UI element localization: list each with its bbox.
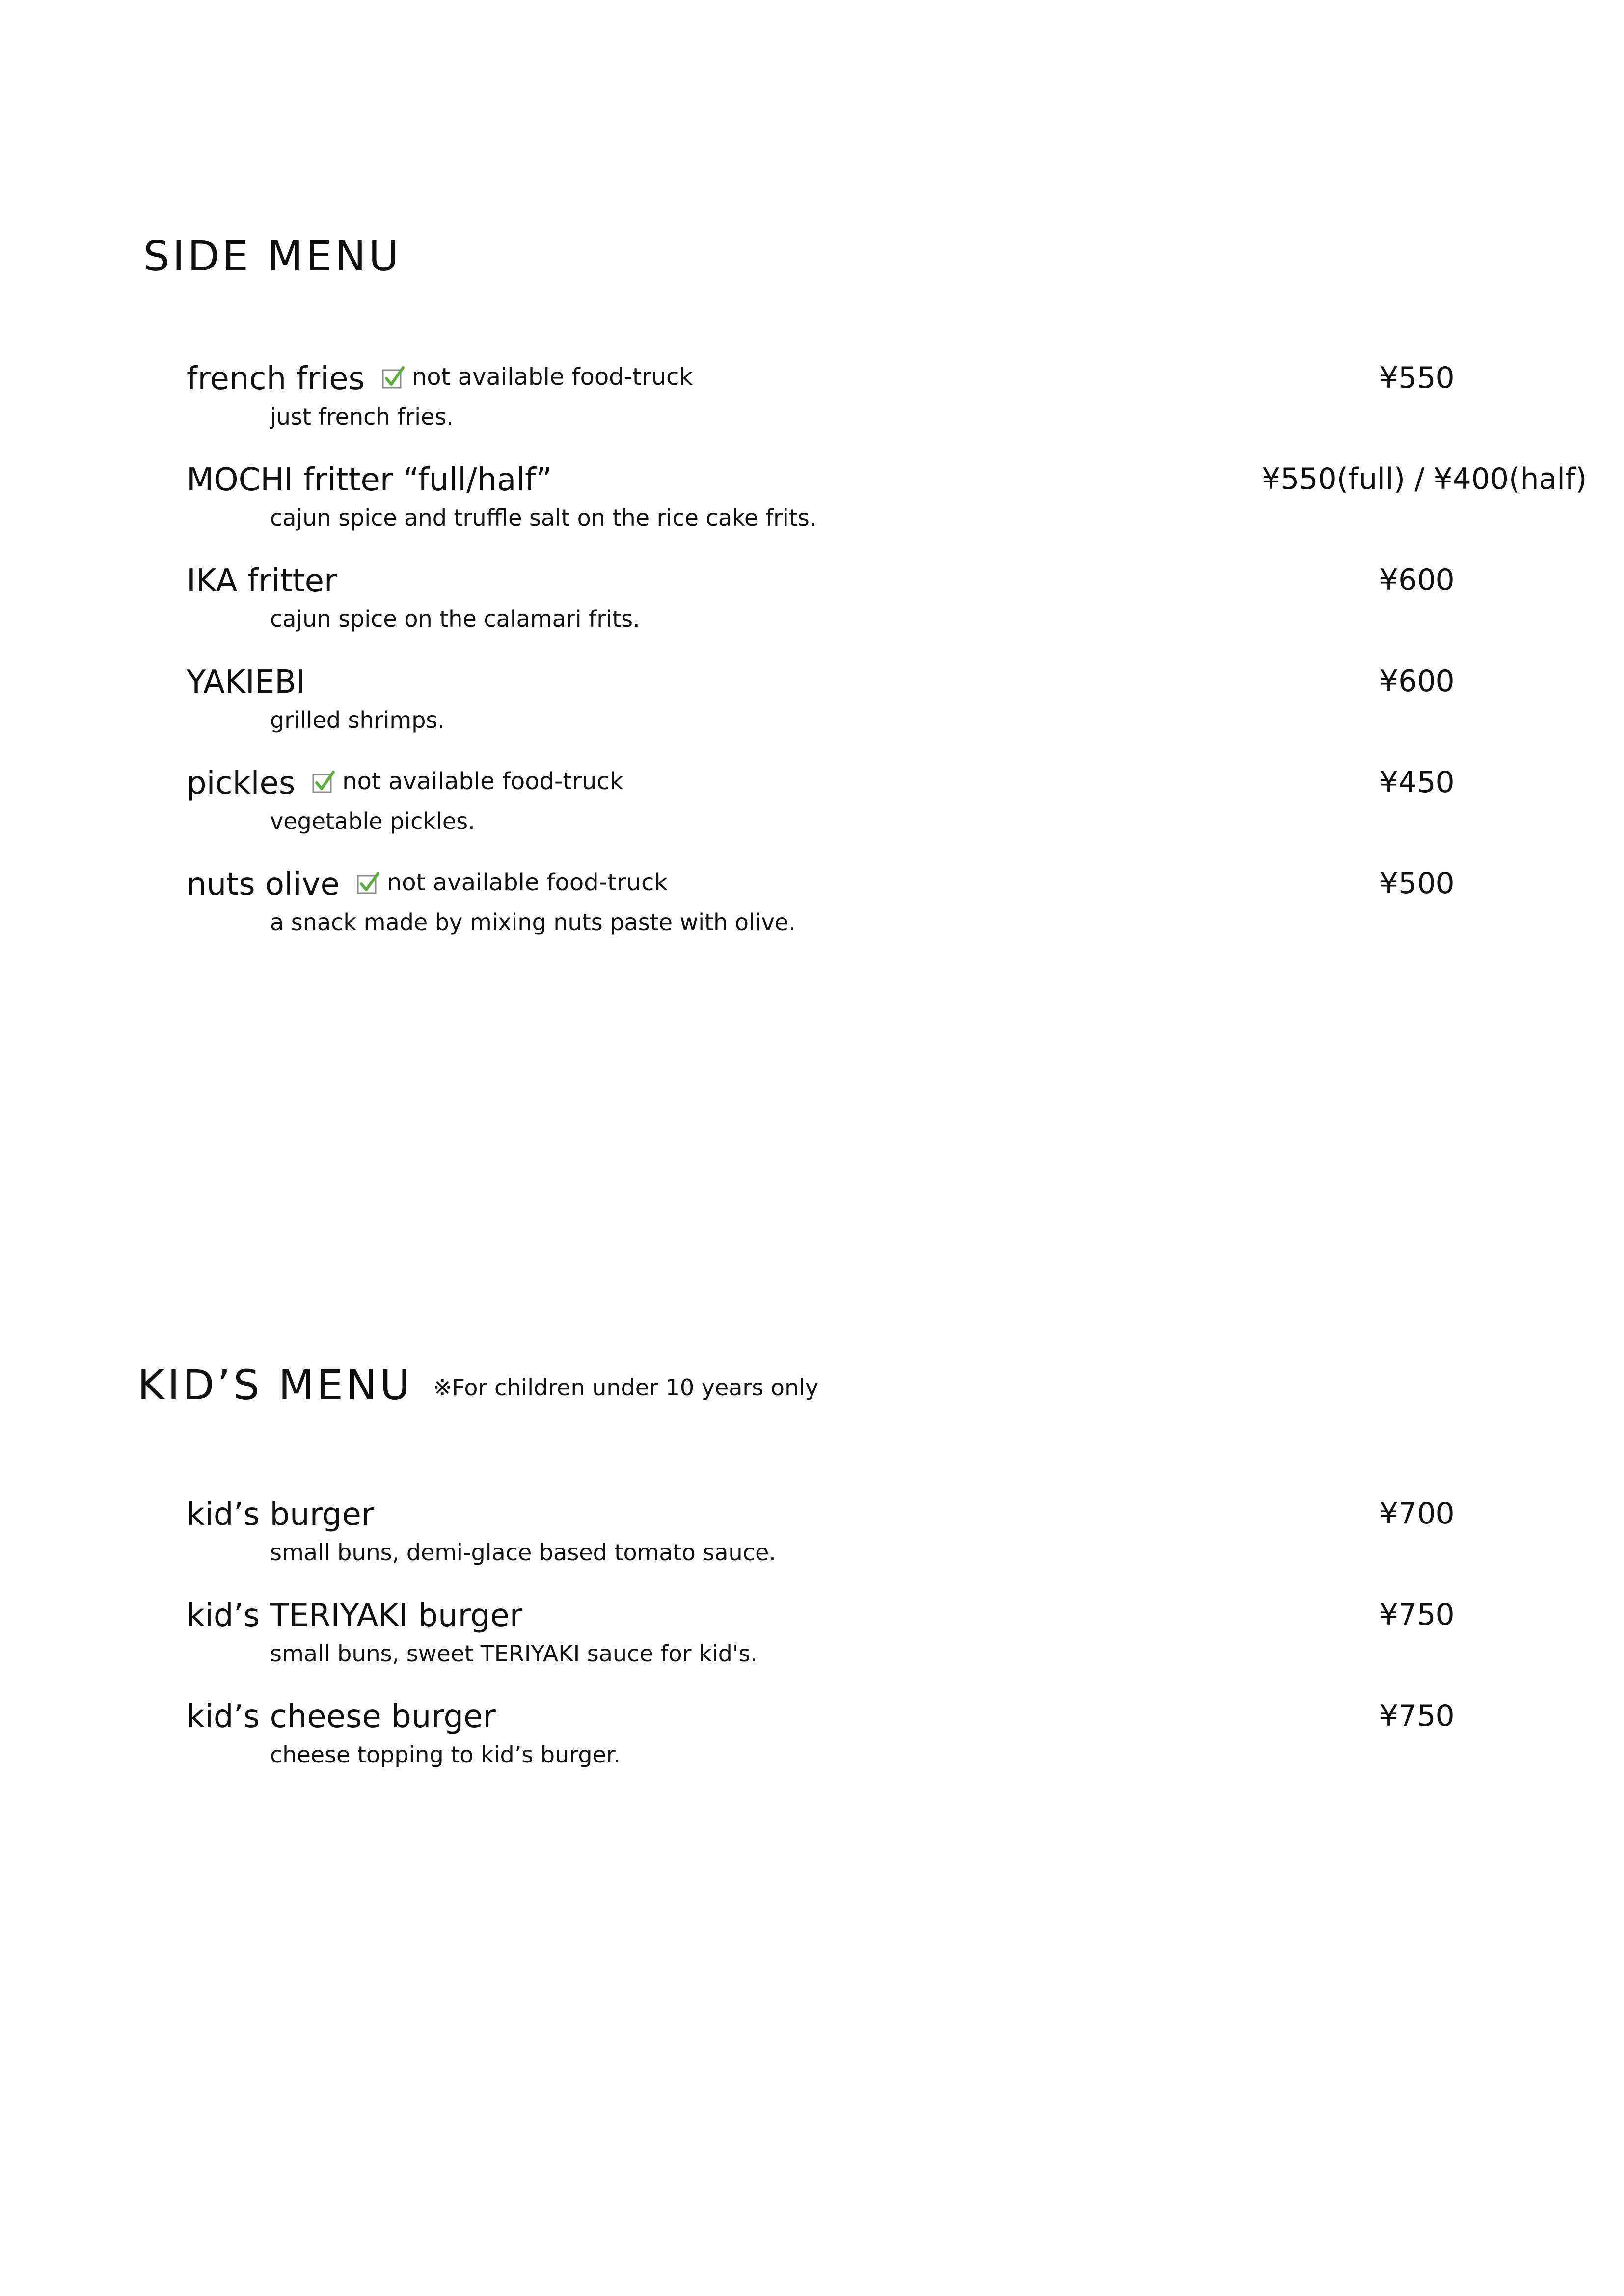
checkbox-checked-icon — [312, 770, 336, 795]
item-name: pickles — [187, 765, 296, 801]
item-description: cheese topping to kid’s burger. — [270, 1741, 621, 1768]
menu-item — [0, 1600, 1624, 1688]
menu-item — [0, 464, 1624, 553]
menu-item — [0, 866, 1624, 957]
menu-item — [0, 363, 1624, 452]
kids-menu-title: KID’S MENU — [137, 1361, 413, 1409]
item-price: ¥450 — [1380, 765, 1455, 800]
menu-item — [0, 1496, 1624, 1587]
side-menu-title: SIDE MENU — [143, 232, 402, 280]
item-price: ¥500 — [1380, 866, 1455, 901]
item-name: IKA fritter — [187, 563, 337, 599]
item-price: ¥600 — [1380, 563, 1455, 597]
availability-note — [356, 870, 668, 895]
item-price: ¥700 — [1380, 1496, 1455, 1531]
item-name: kid’s TERIYAKI burger — [187, 1598, 523, 1634]
availability-note — [381, 365, 693, 389]
item-description: cajun spice and truffle salt on the rice cake frits. — [270, 505, 817, 531]
item-name: nuts olive — [187, 866, 340, 903]
item-price: ¥550(full) / ¥400(half) — [1262, 462, 1587, 496]
item-price: ¥550 — [1380, 361, 1455, 395]
availability-note-text: not available food-truck — [411, 363, 693, 391]
item-description: vegetable pickles. — [270, 808, 475, 834]
kids-menu-age-note: ※For children under 10 years only — [433, 1374, 819, 1401]
item-description: cajun spice on the calamari frits. — [270, 606, 640, 632]
item-description: small buns, sweet TERIYAKI sauce for kid's. — [270, 1640, 758, 1667]
availability-note-text: not available food-truck — [342, 768, 623, 795]
item-price: ¥750 — [1380, 1699, 1455, 1733]
checkbox-checked-icon — [381, 366, 406, 390]
item-name: YAKIEBI — [187, 664, 305, 700]
item-price: ¥750 — [1380, 1598, 1455, 1632]
item-description: small buns, demi-glace based tomato sauce. — [270, 1539, 776, 1566]
menu-item — [0, 1701, 1624, 1789]
menu-item — [0, 664, 1624, 755]
item-description: just french fries. — [270, 403, 454, 430]
item-name: french fries — [187, 361, 365, 397]
checkbox-checked-icon — [356, 871, 381, 896]
availability-note-text: not available food-truck — [386, 869, 668, 896]
item-price: ¥600 — [1380, 664, 1455, 698]
item-description: a snack made by mixing nuts paste with olive. — [270, 909, 796, 935]
item-name: MOCHI fritter “full/half” — [187, 462, 552, 498]
item-description: grilled shrimps. — [270, 707, 445, 733]
menu-item — [0, 565, 1624, 654]
item-name: kid’s cheese burger — [187, 1699, 496, 1735]
availability-note — [312, 769, 623, 794]
menu-item — [0, 765, 1624, 856]
item-name: kid’s burger — [187, 1496, 375, 1533]
